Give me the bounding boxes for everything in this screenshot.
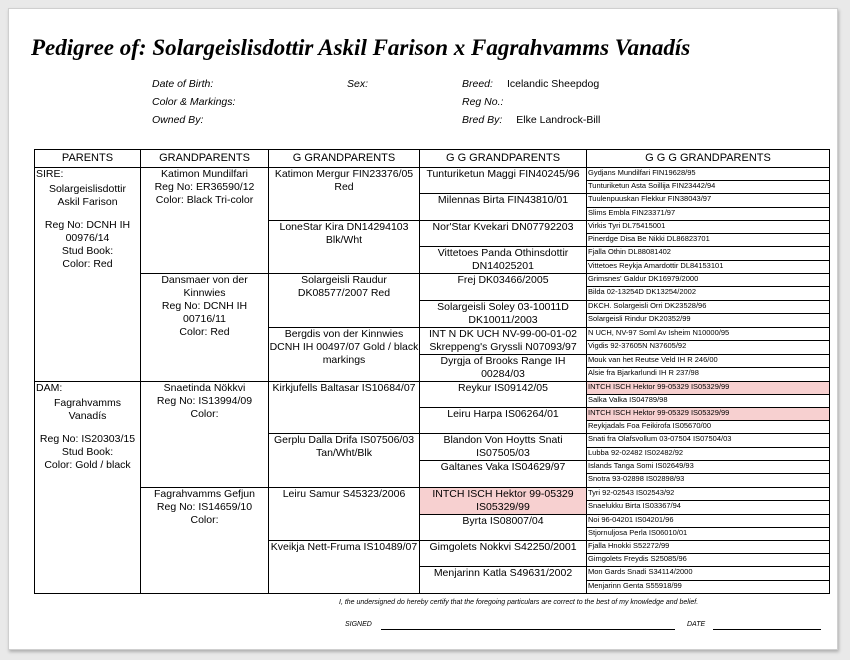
sex-label: Sex: — [347, 78, 369, 90]
ggg-grandparent-cell: Vigdis 92-37605N N37605/92 — [587, 341, 830, 355]
g-grandparent-cell: Leiru Samur S45323/2006 — [269, 487, 420, 540]
grandparent-cell — [141, 168, 269, 274]
owned-label: Owned By: — [152, 114, 204, 126]
ggg-grandparent-cell: Noi 96-04201 IS04201/96 — [587, 514, 830, 527]
bred-field — [462, 114, 600, 126]
sire-name: Solargeislisdottir Askil Farison — [48, 183, 127, 208]
gg-grandparent-cell: Milennas Birta FIN43810/01 — [420, 194, 587, 220]
ggg-grandparent-cell: Reykjadals Foa Feikirofa IS05670/00 — [587, 421, 830, 434]
ggg-grandparent-cell: Slims Embla FIN23371/97 — [587, 207, 830, 220]
ggg-grandparent-cell: Islands Tanga Somi IS02649/93 — [587, 461, 830, 474]
ggg-grandparent-cell: Fjalla Othin DL88081402 — [587, 247, 830, 261]
g-grandparent-cell: Bergdis von der Kinnwies DCNH IH 00497/07 Gold / black markings — [269, 327, 420, 381]
gg-grandparent-cell: Galtanes Vaka IS04629/97 — [420, 461, 587, 487]
gg-grandparent-cell: Nor'Star Kvekari DN07792203 — [420, 220, 587, 246]
ggg-grandparent-cell: Snaelukku Birta IS03367/94 — [587, 501, 830, 515]
dam-color: Color: Gold / black — [44, 458, 131, 471]
gg-grandparent-cell: Gimgolets Nokkvi S42250/2001 — [420, 541, 587, 567]
gg-grandparent-cell: Blandon Von Hoytts Snati IS07505/03 — [420, 434, 587, 461]
sire-label: SIRE: — [36, 168, 64, 180]
g-grandparent-cell: LoneStar Kira DN14294103 Blk/Wht — [269, 220, 420, 273]
sire-color: Color: Red — [62, 258, 113, 270]
date-line — [713, 629, 821, 630]
grandparent-cell — [141, 487, 269, 593]
header-grandparents: GRANDPARENTS — [141, 150, 269, 168]
bred-value: Elke Landrock-Bill — [516, 114, 601, 126]
ggg-grandparent-cell: Alsie fra Bjarkarlundi IH R 237/98 — [587, 368, 830, 382]
breed-field — [462, 78, 599, 90]
ggg-grandparent-cell: Mouk van het Reutse Veld IH R 246/00 — [587, 354, 830, 368]
ggg-grandparent-cell: Snati fra Olafsvollum 03-07504 IS07504/03 — [587, 434, 830, 448]
header-parents: PARENTS — [35, 150, 141, 168]
header-ggg-grandparents: G G G GRANDPARENTS — [587, 150, 830, 168]
dam-cell — [35, 381, 141, 593]
ggg-grandparent-cell: Salka Valka IS04789/98 — [587, 394, 830, 407]
ggg-grandparent-cell: Tyri 92-02543 IS02543/92 — [587, 487, 830, 501]
ggg-grandparent-cell: Stjornuljosa Perla IS06010/01 — [587, 527, 830, 540]
signature-line — [381, 629, 675, 630]
g-grandparent-cell: Katimon Mergur FIN23376/05 Red — [269, 168, 420, 221]
grandparent-cell — [141, 274, 269, 381]
grandparent-color: Color: Black Tri-color — [155, 194, 254, 206]
ggg-grandparent-cell: Vittetoes Reykja Amardottir DL84153101 — [587, 260, 830, 274]
ggg-grandparent-cell: INTCH ISCH Hektor 99-05329 IS05329/99 — [587, 381, 830, 394]
g-grandparent-cell: Gerplu Dalla Drifa IS07506/03 Tan/Wht/Blk — [269, 434, 420, 487]
gg-grandparent-cell: Tunturiketun Maggi FIN40245/96 — [420, 168, 587, 194]
g-grandparent-cell: Solargeisli Raudur DK08577/2007 Red — [269, 274, 420, 327]
breed-label: Breed: — [462, 78, 493, 90]
gg-grandparent-cell: Frej DK03466/2005 — [420, 274, 587, 300]
grandparent-name: Fagrahvamms Gefjun — [154, 487, 255, 500]
gg-grandparent-cell: Byrta IS08007/04 — [420, 514, 587, 540]
regno-label: Reg No.: — [462, 96, 504, 108]
bred-label: Bred By: — [462, 114, 503, 126]
header-row — [35, 150, 830, 168]
color-label: Color & Markings: — [152, 96, 236, 108]
ggg-grandparent-cell: Mon Gards Snadi S34114/2000 — [587, 567, 830, 580]
dam-stud-book: Stud Book: — [61, 445, 114, 458]
pedigree-row — [35, 274, 830, 287]
dob-label: Date of Birth: — [152, 78, 214, 90]
pedigree-table — [34, 149, 830, 594]
ggg-grandparent-cell: Tunturiketun Asta Soillija FIN23442/94 — [587, 181, 830, 194]
gg-grandparent-cell: Leiru Harpa IS06264/01 — [420, 407, 587, 433]
gg-grandparent-cell: Dyrgja of Brooks Range IH 00284/03 — [420, 354, 587, 381]
header-g-grandparents: G GRANDPARENTS — [269, 150, 420, 168]
certify-text: I, the undersigned do hereby certify that the foregoing particulars are correct to the best of my knowledge and belief. — [339, 599, 699, 606]
ggg-grandparent-cell: Snotra 93-02898 IS02898/93 — [587, 474, 830, 487]
dam-reg-no: Reg No: IS20303/15 — [39, 432, 136, 445]
g-grandparent-cell: Kveikja Nett-Fruma IS10489/07 — [269, 541, 420, 594]
gg-grandparent-cell: Solargeisli Soley 03-10011D DK10011/2003 — [420, 300, 587, 327]
gg-grandparent-cell: Menjarinn Katla S49631/2002 — [420, 567, 587, 593]
grandparent-cell — [141, 381, 269, 487]
ggg-grandparent-cell: DKCH. Solargeisli Orri DK23528/96 — [587, 300, 830, 314]
signed-label: SIGNED — [345, 621, 372, 628]
sire-stud-book: Stud Book: — [61, 245, 114, 257]
grandparent-name: Snaetinda Nökkvi — [163, 381, 246, 394]
grandparent-reg: Reg No: IS14659/10 — [156, 500, 253, 513]
page-title: Pedigree of: Solargeislisdottir Askil Farison x Fagrahvamms Vanadís — [31, 35, 691, 60]
ggg-grandparent-cell: N UCH, NV-97 Soml Av Isheim N10000/95 — [587, 327, 830, 341]
header-gg-grandparents: G G GRANDPARENTS — [420, 150, 587, 168]
ggg-grandparent-cell: Lubba 92-02482 IS02482/92 — [587, 447, 830, 461]
dam-label: DAM: — [36, 381, 63, 394]
gg-grandparent-cell: Reykur IS09142/05 — [420, 381, 587, 407]
ggg-grandparent-cell: Grimsnes' Galdur DK16979/2000 — [587, 274, 830, 287]
ggg-grandparent-cell: Pinerdge Disa Be Nikki DL86823701 — [587, 233, 830, 246]
ggg-grandparent-cell: Virkis Tyri DL75415001 — [587, 220, 830, 233]
sire-reg-no: Reg No: DCNH IH 00976/14 — [44, 219, 131, 244]
ggg-grandparent-cell: Gimgolets Freydis S25085/96 — [587, 554, 830, 567]
ggg-grandparent-cell: Gydjans Mundilfari FIN19628/95 — [587, 168, 830, 181]
ggg-grandparent-cell: Bilda 02-13254D DK13254/2002 — [587, 287, 830, 300]
date-label: DATE — [687, 621, 706, 628]
ggg-grandparent-cell: Menjarinn Genta S55918/99 — [587, 580, 830, 593]
grandparent-color: Color: — [190, 513, 219, 526]
gg-grandparent-cell: INTCH ISCH Hektor 99-05329 IS05329/99 — [420, 487, 587, 514]
sire-cell — [35, 168, 141, 382]
gg-grandparent-cell: INT N DK UCH NV-99-00-01-02 Skreppeng's Gryssli N07093/97 — [420, 327, 587, 354]
gg-grandparent-cell: Vittetoes Panda Othinsdottir DN14025201 — [420, 247, 587, 274]
grandparent-color: Color: Red — [179, 326, 230, 339]
pedigree-row — [35, 381, 830, 394]
grandparent-reg: Reg No: DCNH IH 00716/11 — [161, 300, 248, 326]
pedigree-row — [35, 168, 830, 181]
ggg-grandparent-cell: Fjalla Hnokki S52272/99 — [587, 541, 830, 554]
grandparent-reg: Reg No: ER36590/12 — [154, 181, 255, 193]
pedigree-sheet — [8, 8, 838, 650]
breed-value: Icelandic Sheepdog — [506, 78, 600, 90]
grandparent-name: Katimon Mundilfari — [161, 168, 248, 180]
g-grandparent-cell: Kirkjufells Baltasar IS10684/07 — [269, 381, 420, 434]
ggg-grandparent-cell: Solargeisli Rindur DK20352/99 — [587, 314, 830, 328]
ggg-grandparent-cell: Tuulenpuuskan Flekkur FIN38043/97 — [587, 194, 830, 207]
dam-name: Fagrahvamms Vanadís — [53, 396, 122, 422]
grandparent-name: Dansmaer von der Kinnwies — [161, 274, 248, 300]
grandparent-color: Color: — [190, 407, 219, 420]
pedigree-row — [35, 487, 830, 501]
ggg-grandparent-cell: INTCH ISCH Hektor 99-05329 IS05329/99 — [587, 407, 830, 420]
grandparent-reg: Reg No: IS13994/09 — [156, 394, 253, 407]
